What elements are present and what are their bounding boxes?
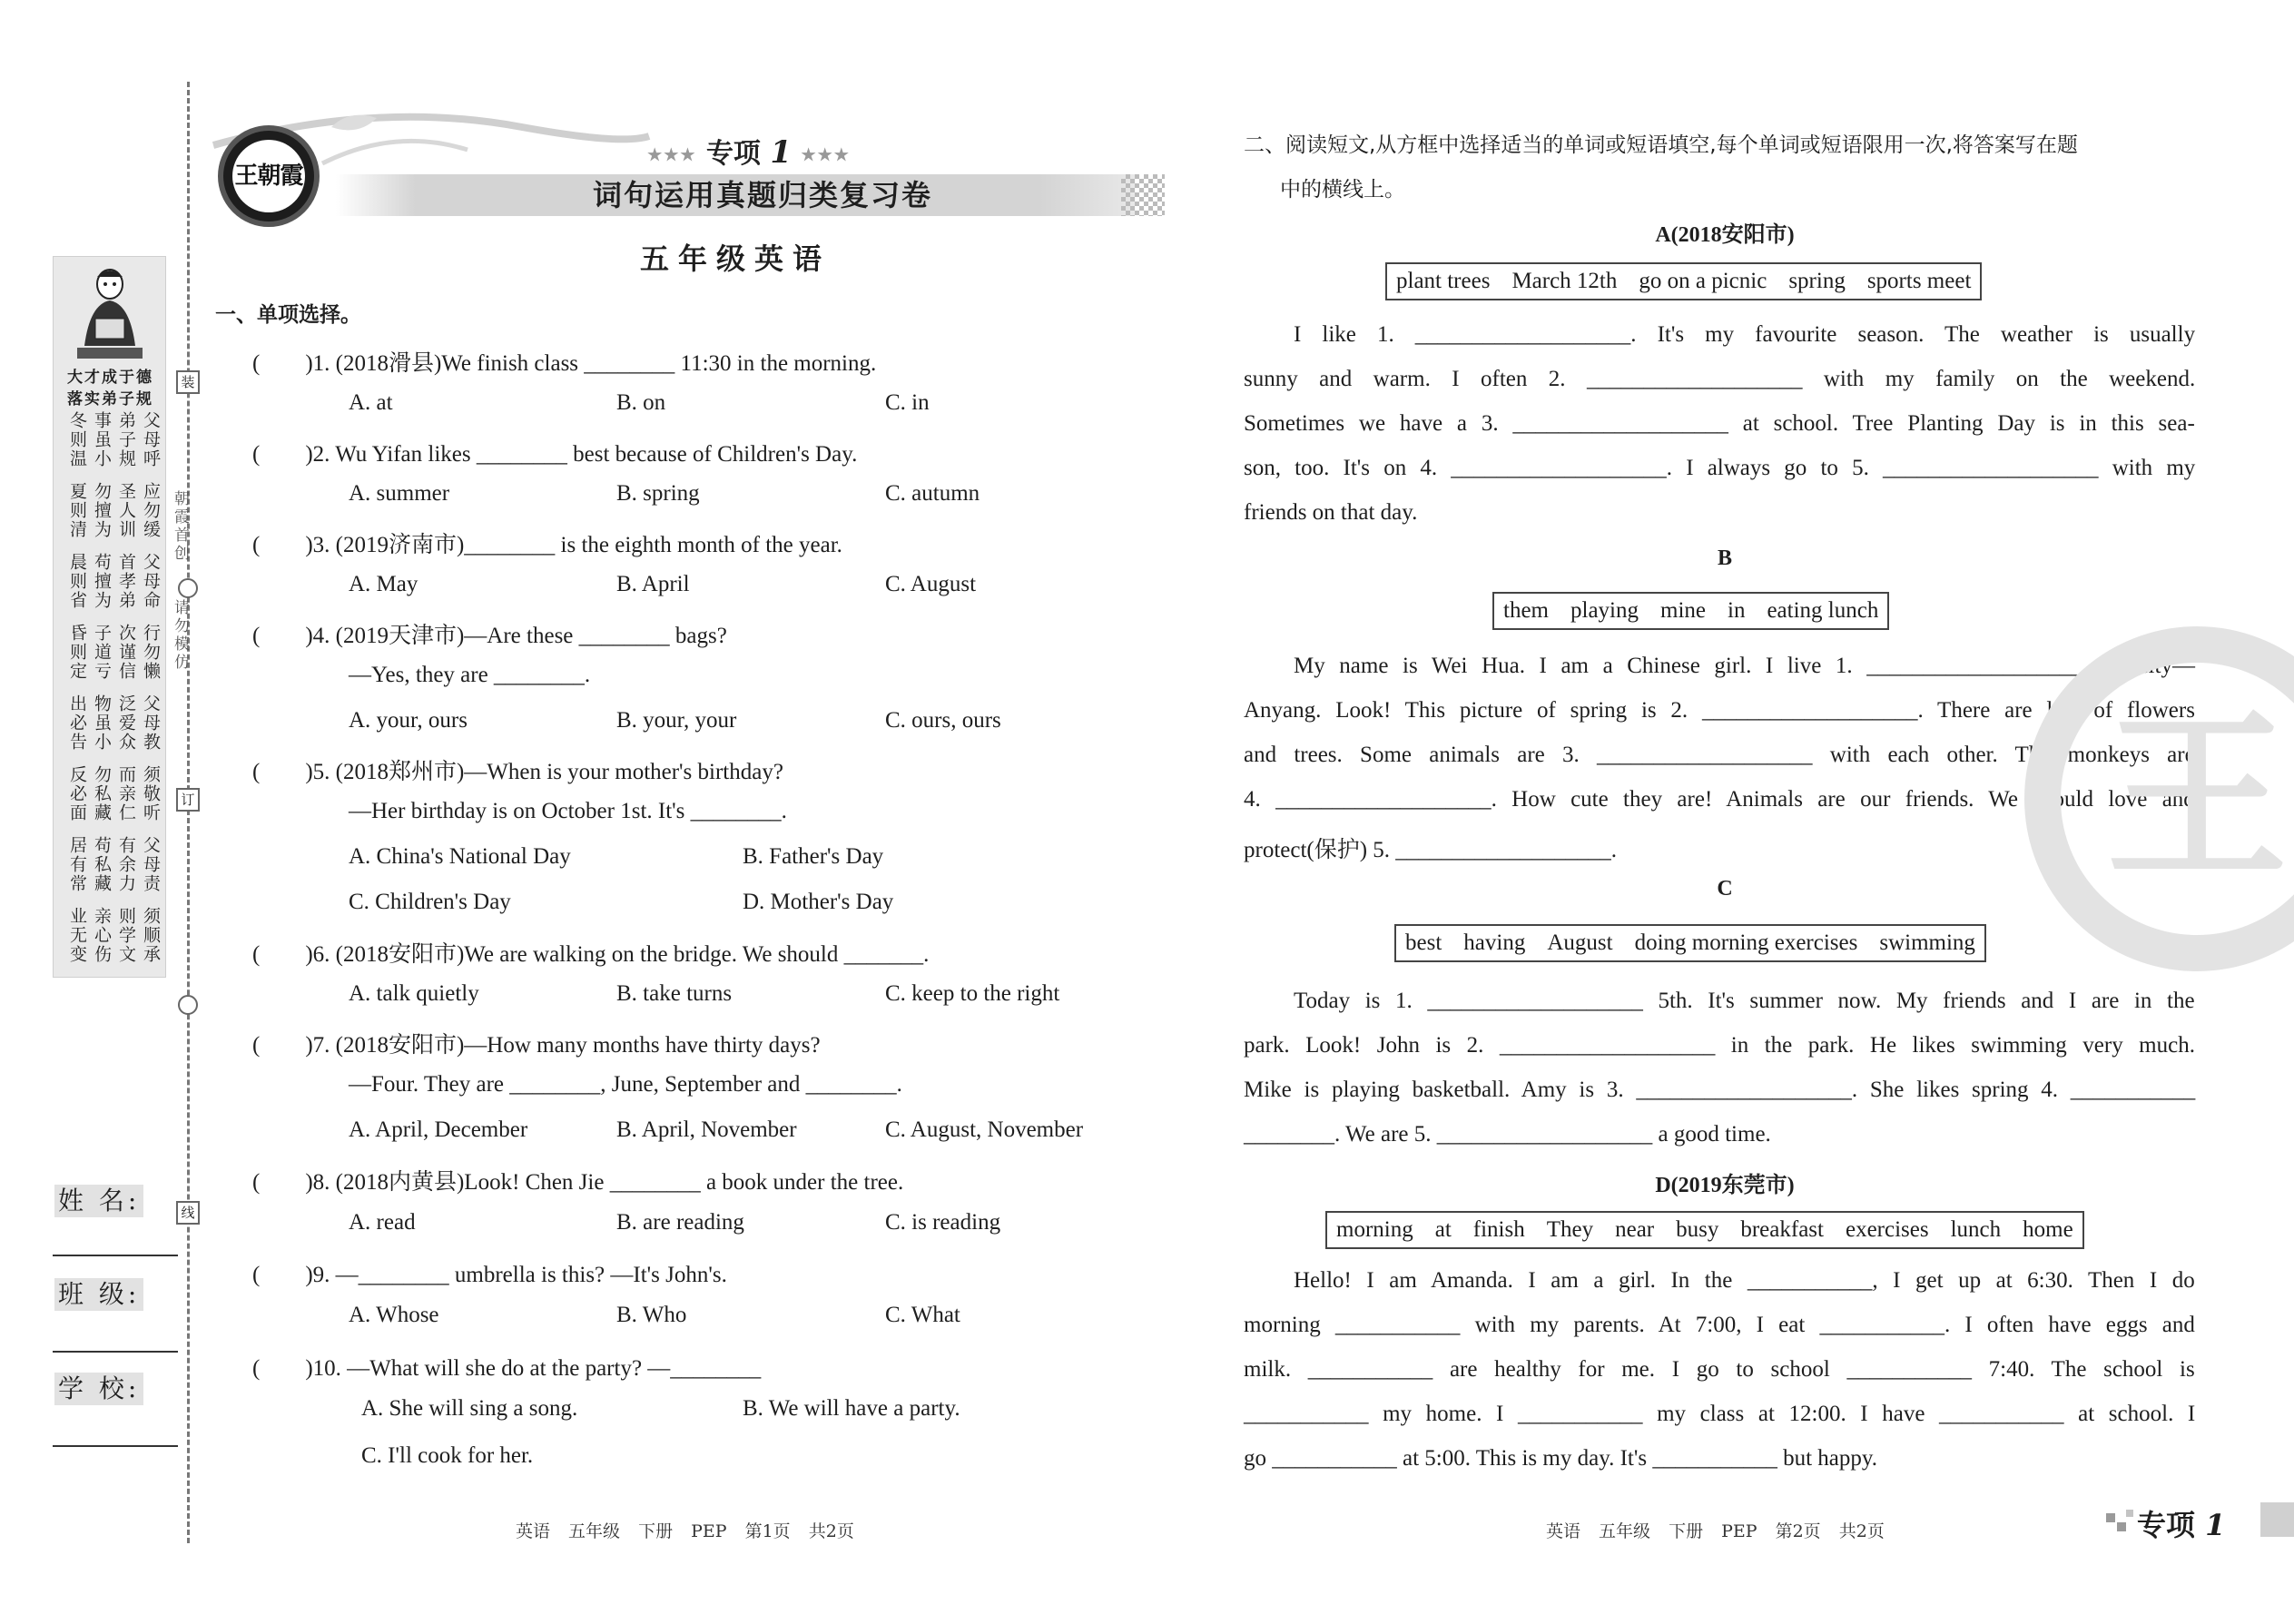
passage-line: My name is Wei Hua. I am a Chinese girl. I live 1. ___________________ the city— xyxy=(1294,654,2195,678)
passage-line: 4. ___________________. How cute they are! Animals are our friends. We should love and xyxy=(1244,787,2195,812)
badge-background xyxy=(2260,1502,2294,1537)
word-bank-item: March 12th xyxy=(1511,269,1618,293)
vertical-note: 请勿模仿 xyxy=(171,599,189,672)
motto-column: 行勿懒 xyxy=(141,624,161,681)
option-b[interactable]: B. April xyxy=(616,572,690,596)
corner-badge-label: 专项 1 xyxy=(2137,1508,2226,1542)
option-a[interactable]: A. at xyxy=(349,390,393,415)
passage-line: Sometimes we have a 3. ___________________ at school. Tree Planting Day is in this sea- xyxy=(1244,411,2195,436)
option-a[interactable]: A. read xyxy=(349,1210,416,1235)
option-b[interactable]: B. take turns xyxy=(616,981,733,1006)
option-a[interactable]: A. your, ours xyxy=(349,708,468,733)
question-stem: ( )4. (2019天津市)—Are these ________ bags? xyxy=(252,624,727,648)
page-title: 词句运用真题归类复习卷 xyxy=(592,178,932,212)
option-a[interactable]: A. April, December xyxy=(349,1117,528,1142)
passage-line: son, too. It's on 4. ___________________. I always go to 5. ___________________ with my xyxy=(1244,456,2196,480)
motto-column: 事虽小 xyxy=(92,411,112,468)
motto-column: 勿擅为 xyxy=(92,482,112,539)
question-stem: ( )8. (2018内黄县)Look! Chen Jie ________ a book under the tree. xyxy=(252,1170,904,1195)
word-bank-item: them xyxy=(1503,598,1549,623)
word-bank-item: They xyxy=(1546,1217,1594,1242)
passage-line: protect(保护) 5. ___________________. xyxy=(1244,838,1618,862)
passage-line: ___________ my home. I ___________ my class at 12:00. I have ___________ at school. I xyxy=(1244,1402,2196,1426)
motto-column: 应勿缓 xyxy=(141,482,161,539)
option-a[interactable]: A. Whose xyxy=(349,1303,439,1327)
question-stem: ( )2. Wu Yifan likes ________ best because of Children's Day. xyxy=(252,442,858,467)
option-a[interactable]: A. talk quietly xyxy=(349,981,479,1006)
option-c[interactable]: C. in xyxy=(885,390,930,415)
watermark-seal: 王 xyxy=(2024,626,2294,971)
motto-column: 业无变 xyxy=(67,907,87,964)
passage-line: Anyang. Look! This picture of spring is 2. ___________________. There are lots of flowers xyxy=(1244,698,2195,723)
section-title: C xyxy=(1717,877,1733,901)
motto-panel xyxy=(53,256,166,978)
question-stem: ( )5. (2018郑州市)—When is your mother's birthday? xyxy=(252,760,783,784)
motto-heading: 落实弟子规 xyxy=(67,390,153,408)
word-bank-item: mine xyxy=(1660,598,1706,623)
motto-column: 首孝弟 xyxy=(116,553,136,610)
passage-line: sunny and warm. I often 2. ___________________ with my family on the weekend. xyxy=(1244,367,2196,391)
motto-column: 亲心伤 xyxy=(92,907,112,964)
word-bank-item: sports meet xyxy=(1866,269,1972,293)
part1-heading: 一、单项选择。 xyxy=(215,303,361,327)
motto-heading: 大才成于德 xyxy=(67,369,153,387)
option-b[interactable]: B. Who xyxy=(616,1303,687,1327)
word-bank-item: swimming xyxy=(1879,930,1975,955)
star-icon: ★★★ xyxy=(647,145,697,165)
option-b[interactable]: B. your, your xyxy=(616,708,737,733)
footer-page-1: 英语 五年级 下册 PEP 第1页 共2页 xyxy=(516,1521,854,1541)
option-a[interactable]: A. summer xyxy=(349,481,450,506)
passage-line: Today is 1. ___________________ 5th. It's summer now. My friends and I are in the xyxy=(1294,989,2195,1013)
scholar-figure-icon xyxy=(72,264,148,364)
class-label: 班 级: xyxy=(54,1278,143,1311)
motto-column: 圣人训 xyxy=(116,482,136,539)
binding-seal-char: 订 xyxy=(176,788,200,812)
option-a[interactable]: A. She will sing a song. xyxy=(361,1396,578,1421)
word-bank-item: go on a picnic xyxy=(1639,269,1767,293)
question-stem-line2: —Yes, they are ________. xyxy=(349,663,591,687)
square-icon xyxy=(2106,1513,2115,1522)
passage-line: go ___________ at 5:00. This is my day. It's ___________ but happy. xyxy=(1244,1446,1877,1471)
option-b[interactable]: B. Father's Day xyxy=(743,844,884,869)
passage-line: I like 1. ___________________. It's my favourite season. The weather is usually xyxy=(1294,322,2196,347)
motto-column: 物虽小 xyxy=(92,694,112,752)
word-bank-item: lunch xyxy=(1950,1217,2002,1242)
binding-knot-icon xyxy=(178,578,198,598)
motto-column: 父母呼 xyxy=(141,411,161,468)
part2-heading: 二、阅读短文,从方框中选择适当的单词或短语填空,每个单词或短语限用一次,将答案写在题 xyxy=(1244,133,2078,157)
passage-line: Mike is playing basketball. Amy is 3. ___________________. She likes spring 4. ___________ xyxy=(1244,1078,2196,1102)
motto-column: 次谨信 xyxy=(116,624,136,681)
square-icon xyxy=(2117,1522,2126,1531)
word-bank-item: August xyxy=(1547,930,1613,955)
brand-logo: 王朝霞 xyxy=(218,125,320,227)
section-title: A(2018安阳市) xyxy=(1655,223,1795,247)
question-stem: ( )9. —________ umbrella is this? —It's John's. xyxy=(252,1263,727,1287)
option-b[interactable]: B. We will have a party. xyxy=(743,1396,960,1421)
word-bank-item: at xyxy=(1434,1217,1452,1242)
word-bank-item: near xyxy=(1615,1217,1655,1242)
passage-line: milk. ___________ are healthy for me. I go to school ___________ 7:40. The school is xyxy=(1244,1357,2195,1382)
binding-seal-char: 装 xyxy=(176,370,200,394)
school-field[interactable] xyxy=(53,1445,178,1447)
word-bank-item: best xyxy=(1405,930,1442,955)
motto-column: 苟私藏 xyxy=(92,836,112,893)
motto-column: 须顺承 xyxy=(141,907,161,964)
option-c[interactable]: C. is reading xyxy=(885,1210,1001,1235)
star-icon: ★★★ xyxy=(801,145,851,165)
word-bank xyxy=(1492,592,1889,630)
vertical-note: 朝霞首创 xyxy=(171,490,189,563)
part2-heading-cont: 中的横线上。 xyxy=(1280,178,1405,202)
word-bank xyxy=(1385,262,1982,300)
motto-column: 勿私藏 xyxy=(92,765,112,822)
word-bank-item: spring xyxy=(1788,269,1846,293)
name-field[interactable] xyxy=(53,1255,178,1256)
section-title: D(2019东莞市) xyxy=(1655,1174,1795,1197)
word-bank-item: having xyxy=(1463,930,1526,955)
binding-dashed-line xyxy=(187,82,190,1543)
word-bank-item: playing xyxy=(1570,598,1639,623)
motto-column: 有余力 xyxy=(116,836,136,893)
option-b[interactable]: B. on xyxy=(616,390,666,415)
option-c[interactable]: C. What xyxy=(885,1303,960,1327)
footer-page-2: 英语 五年级 下册 PEP 第2页 共2页 xyxy=(1546,1521,1885,1541)
question-stem: ( )6. (2018安阳市)We are walking on the bridge. We should _______. xyxy=(252,942,930,967)
passage-line: morning ___________ with my parents. At 7:00, I eat ___________. I often have eggs and xyxy=(1244,1313,2195,1337)
school-label: 学 校: xyxy=(54,1373,143,1405)
option-c[interactable]: C. keep to the right xyxy=(885,981,1060,1006)
word-bank-item: finish xyxy=(1472,1217,1525,1242)
word-bank-item: exercises xyxy=(1845,1217,1929,1242)
motto-column: 反必面 xyxy=(67,765,87,822)
word-bank xyxy=(1394,924,1986,962)
binding-seal-char: 线 xyxy=(176,1201,200,1225)
word-bank-item: home xyxy=(2023,1217,2073,1242)
motto-column: 而亲仁 xyxy=(116,765,136,822)
word-bank-item: doing morning exercises xyxy=(1634,930,1858,955)
name-label: 姓 名: xyxy=(54,1185,143,1217)
question-stem-line2: —Four. They are ________, June, September and ________. xyxy=(349,1072,902,1097)
motto-column: 父母责 xyxy=(141,836,161,893)
option-c[interactable]: C. autumn xyxy=(885,481,980,506)
word-bank-item: morning xyxy=(1336,1217,1413,1242)
option-c[interactable]: C. I'll cook for her. xyxy=(361,1443,534,1468)
motto-column: 父母教 xyxy=(141,694,161,752)
option-c[interactable]: C. Children's Day xyxy=(349,890,511,914)
passage-line: friends on that day. xyxy=(1244,500,1418,525)
word-bank-item: in xyxy=(1728,598,1746,623)
question-stem: ( )3. (2019济南市)________ is the eighth month of the year. xyxy=(252,533,842,557)
option-c[interactable]: C. August xyxy=(885,572,977,596)
word-bank-item: busy xyxy=(1676,1217,1719,1242)
class-field[interactable] xyxy=(53,1351,178,1353)
special-label: ★★★ 专项 1 ★★★ xyxy=(647,134,851,171)
question-stem: ( )7. (2018安阳市)—How many months have thirty days? xyxy=(252,1033,821,1058)
binding-knot-icon xyxy=(178,995,198,1015)
passage-line: Hello! I am Amanda. I am a girl. In the ___________, I get up at 6:30. Then I do xyxy=(1294,1268,2195,1293)
page-subtitle: 五年级英语 xyxy=(639,241,831,276)
option-a[interactable]: A. May xyxy=(349,572,418,596)
motto-column: 晨则省 xyxy=(67,553,87,610)
passage-line: park. Look! John is 2. ___________________ in the park. He likes swimming very much. xyxy=(1244,1033,2195,1058)
option-a[interactable]: A. China's National Day xyxy=(349,844,571,869)
motto-column: 子道亏 xyxy=(92,624,112,681)
option-b[interactable]: B. April, November xyxy=(616,1117,797,1142)
passage-line: and trees. Some animals are 3. ___________________ with each other. The monkeys are xyxy=(1244,743,2195,767)
motto-column: 弟子规 xyxy=(116,411,136,468)
motto-column: 父母命 xyxy=(141,553,161,610)
option-c[interactable]: C. ours, ours xyxy=(885,708,1001,733)
motto-column: 居有常 xyxy=(67,836,87,893)
motto-column: 须敬听 xyxy=(141,765,161,822)
passage-line: ________. We are 5. ___________________ a good time. xyxy=(1244,1122,1771,1147)
option-c[interactable]: C. August, November xyxy=(885,1117,1084,1142)
word-bank-item: breakfast xyxy=(1740,1217,1824,1242)
question-stem-line2: —Her birthday is on October 1st. It's ________. xyxy=(349,799,787,823)
corner-badge xyxy=(2106,1502,2294,1542)
option-d[interactable]: D. Mother's Day xyxy=(743,890,894,914)
section-title: B xyxy=(1717,546,1732,570)
word-bank-item: eating lunch xyxy=(1767,598,1879,623)
word-bank-item: plant trees xyxy=(1396,269,1491,293)
option-b[interactable]: B. are reading xyxy=(616,1210,744,1235)
question-stem: ( )10. —What will she do at the party? —________ xyxy=(252,1356,762,1381)
square-icon xyxy=(2126,1510,2133,1517)
question-stem: ( )1. (2018滑县)We finish class ________ 11:30 in the morning. xyxy=(252,351,877,376)
motto-column: 则学文 xyxy=(116,907,136,964)
motto-column: 昏则定 xyxy=(67,624,87,681)
word-bank xyxy=(1325,1211,2084,1249)
motto-column: 苟擅为 xyxy=(92,553,112,610)
motto-column: 夏则清 xyxy=(67,482,87,539)
motto-column: 冬则温 xyxy=(67,411,87,468)
option-b[interactable]: B. spring xyxy=(616,481,700,506)
motto-column: 泛爱众 xyxy=(116,694,136,752)
motto-column: 出必告 xyxy=(67,694,87,752)
